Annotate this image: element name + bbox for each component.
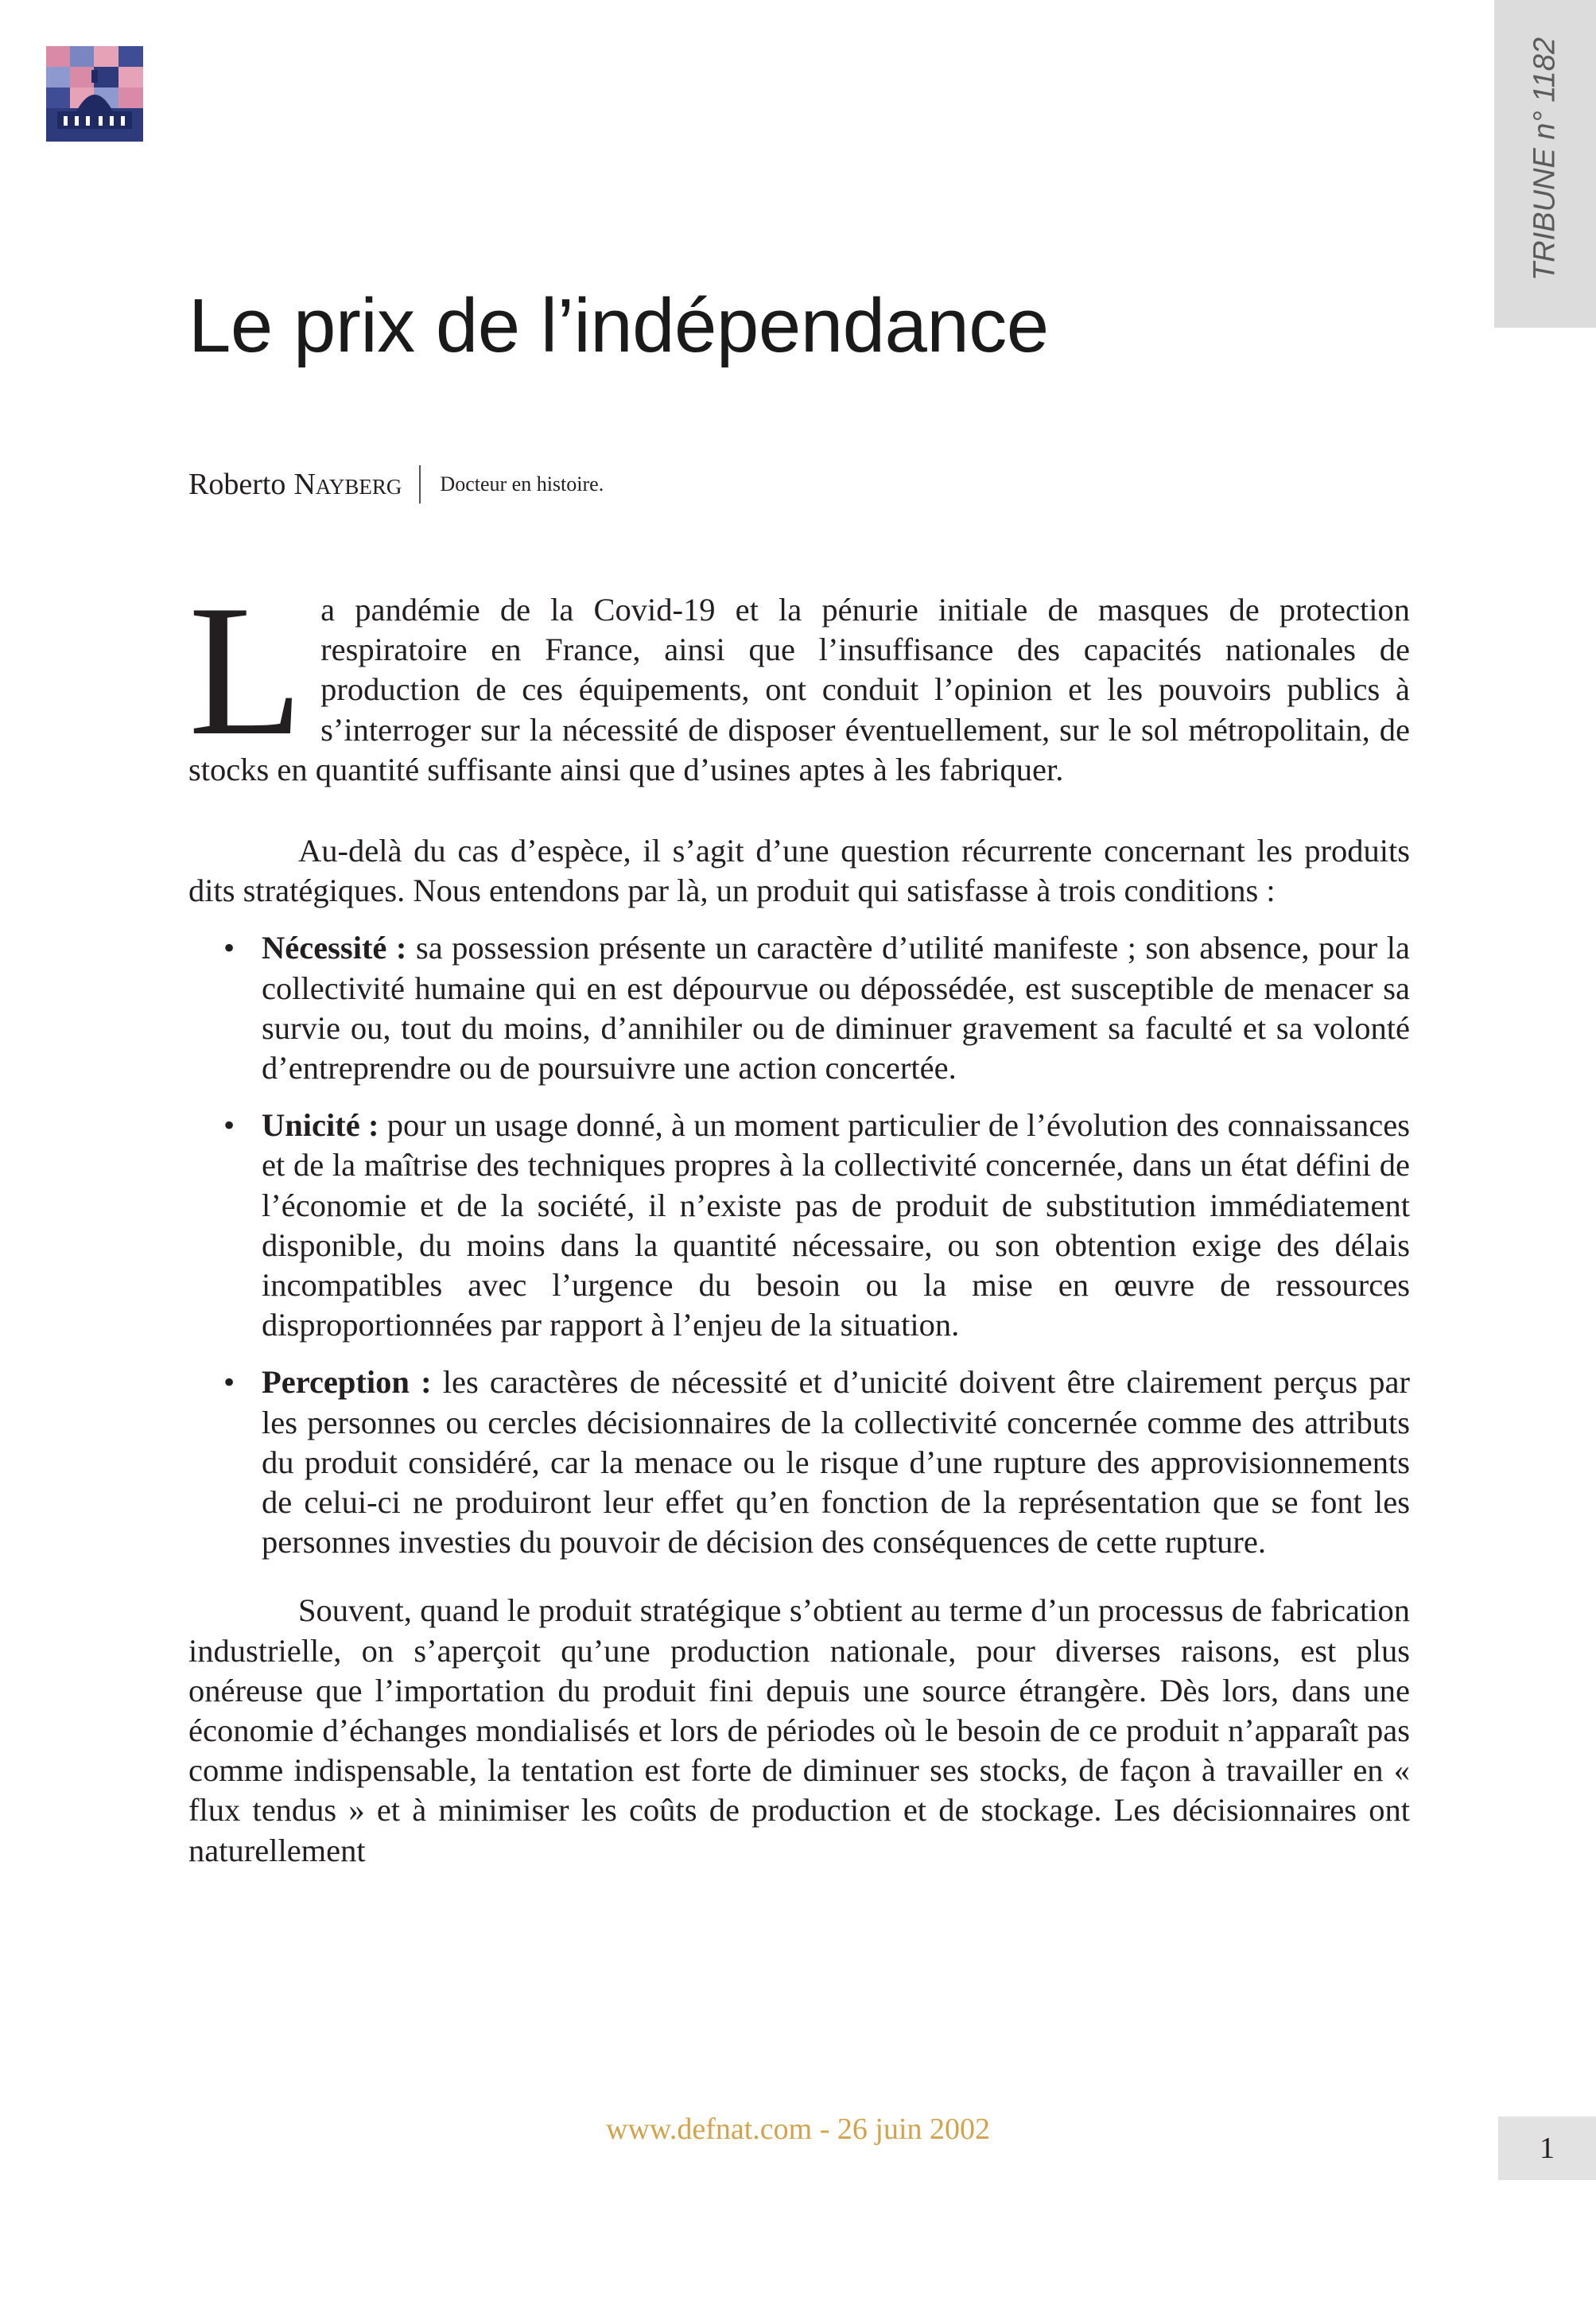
author-separator <box>419 465 421 503</box>
criterion-description: sa possession présente un caractère d’utilité manifeste ; son absence, pour la collectivité humaine qui en est dépourvue ou dépossédée, est susceptible de menacer sa survie ou, tout du moins, d’annihiler ou de diminuer gravement sa faculté et sa volonté d’entreprendre ou de poursuivre une action concertée. <box>262 930 1410 1086</box>
article-body <box>188 567 1410 1871</box>
bullet-icon: • <box>223 930 235 966</box>
criterion-term: Nécessité : <box>262 930 407 966</box>
criterion-text <box>262 1364 1410 1560</box>
list-item <box>188 928 1410 1088</box>
author-first-name: Roberto <box>188 468 286 501</box>
criterion-description: les caractères de nécessité et d’unicité doivent être clairement perçus par les personnes ou cercles décisionnaires de la collectivité concernée comme des attributs du produit considéré, car la menace ou le risque d’une rupture des approvisionnements de celui-ci ne produiront leur effet qu’en fonction de la représentation que se font les personnes investies du pouvoir de décision des conséquences de cette rupture. <box>262 1364 1410 1561</box>
criteria-list <box>188 928 1410 1562</box>
paragraph-definition: Au-delà du cas d’espèce, il s’agit d’une question récurrente concernant les produits dits stratégiques. Nous entendons par là, un produit qui satisfasse à trois conditions : <box>188 833 1410 909</box>
criterion-term: Perception : <box>262 1364 432 1401</box>
tribune-number: TRIBUNE n° 1182 <box>1528 37 1562 281</box>
page-number: 1 <box>1498 2116 1596 2180</box>
logo-emblem-icon <box>46 46 143 142</box>
page-title: Le prix de l’indépendance <box>188 283 1049 368</box>
bullet-icon: • <box>223 1364 235 1401</box>
footer-source: www.defnat.com - 26 juin 2002 <box>606 2112 990 2146</box>
bullet-icon: • <box>223 1107 235 1144</box>
list-item <box>188 1362 1410 1562</box>
publication-logo <box>46 46 143 142</box>
criterion-description: pour un usage donné, à un moment particulier de l’évolution des connaissances et de la maîtrise des techniques propres à la collectivité concernée, dans un état défini de l’économie et de la société, il n’existe pas de produit de substitution immédiatement disponible, du moins dans la quantité nécessaire, ou son obtention exige des délais incompatibles avec l’urgence du besoin ou la mise en œuvre de ressources disproportionnées par rapport à l’enjeu de la situation. <box>262 1107 1410 1343</box>
author-last-name: Nayberg <box>293 468 402 501</box>
author-line <box>188 464 604 504</box>
author-role: Docteur en histoire. <box>440 472 604 496</box>
tribune-tab <box>1494 0 1596 328</box>
criterion-text <box>262 1107 1410 1343</box>
criterion-text <box>262 930 1410 1086</box>
paragraph-production: Souvent, quand le produit stratégique s’obtient au terme d’un processus de fabrication industrielle, on s’aperçoit qu’une production nationale, pour diverses raisons, est plus onéreuse que l’importation du produit fini depuis une source étrangère. Dès lors, dans une économie d’échanges mondialisés et lors de périodes où le besoin de ce produit n’apparaît pas comme indispensable, la tentation est forte de diminuer ses stocks, de façon à travailler en « flux tendus » et à minimiser les coûts de production et de stockage. Les décisionnaires ont naturellement <box>188 1592 1410 1868</box>
paragraph-intro: La pandémie de la Covid-19 et la pénurie initiale de masques de protection respiratoire en France, ainsi que l’insuffisance des capacités nationales de production de ces équipements, ont conduit l’opinion et les pouvoirs publics à s’interroger sur la nécessité de disposer éventuellement, sur le sol métropolitain, de stocks en quantité suffisante ainsi que d’usines aptes à les fabriquer. <box>188 567 1410 787</box>
criterion-term: Unicité : <box>262 1107 379 1144</box>
list-item <box>188 1106 1410 1345</box>
